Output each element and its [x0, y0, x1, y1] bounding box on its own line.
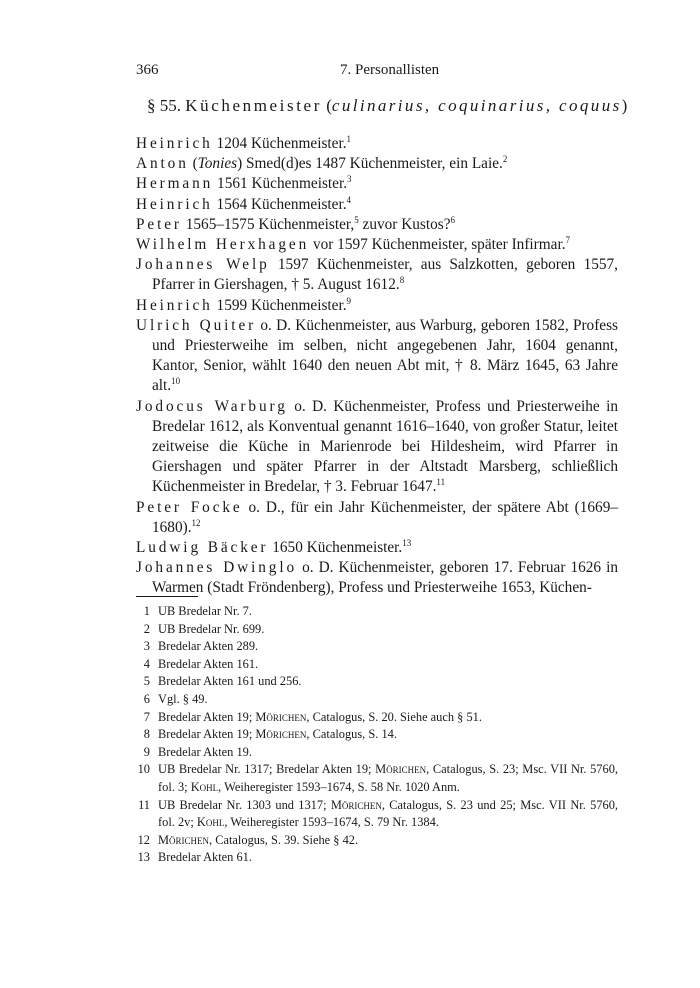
entry-text: 1597 Küchenmeister, aus Salzkotten, geboren 1557, Pfarrer in Giershagen, † 5. August 1612.	[152, 256, 618, 294]
footnote-source: , Catalogus, S. 20. Siehe auch § 51.	[306, 709, 482, 724]
footnote-source: , Catalogus, S. 23; Msc. VII Nr. 5760, fol. 3;	[158, 762, 618, 794]
entry-name: Peter Focke	[136, 498, 243, 516]
author-name: Mörichen	[158, 832, 210, 847]
footnote	[136, 726, 618, 744]
entry-name: Ulrich Quiter	[136, 316, 257, 334]
list-item	[136, 235, 618, 255]
entry-name: Johannes Dwinglo	[136, 559, 298, 577]
footnote-source: , Catalogus, S. 39. Siehe § 42.	[209, 832, 359, 847]
author-name: Mörichen	[375, 762, 427, 777]
footnote-ref[interactable]: 3	[347, 174, 352, 185]
footnote-number: 7	[143, 709, 150, 724]
entry-text: 1564 Küchenmeister.	[212, 195, 347, 213]
footnote-text	[158, 656, 618, 674]
page-number: 366	[136, 62, 159, 78]
entry-name: Hermann	[136, 175, 214, 193]
entry-text: o. D. Küchenmeister, aus Warburg, geboren 1582, Profess und Priesterweihe im selben, nicht angegebenen Jahr, 1604 genannt, Kantor, Senior, wählt 1640 den neuen Abt mit, † 8. März 1645, 63 Jahre alt.	[152, 316, 618, 395]
footnote-ref[interactable]: 7	[565, 234, 571, 245]
footnote-text	[158, 709, 618, 727]
footnote-ref[interactable]: 9	[346, 295, 352, 306]
footnote	[136, 638, 618, 656]
entry-text: 1565–1575 Küchenmeister,	[181, 215, 355, 233]
list-item	[136, 134, 618, 154]
footnote	[136, 603, 618, 621]
footnote-ref[interactable]: 11	[436, 477, 446, 488]
section-prefix: § 55.	[147, 96, 181, 115]
footnote-text	[158, 603, 618, 621]
footnote-number: 4	[143, 656, 150, 671]
footnote	[136, 673, 618, 691]
list-item	[136, 498, 618, 538]
list-item	[136, 195, 618, 215]
footnote-source: Bredelar Akten 161 und 256.	[158, 674, 302, 689]
footnote	[136, 832, 618, 850]
footnote-source: UB Bredelar Nr. 699.	[158, 621, 265, 636]
entry-text: o. D. Küchenmeister, Profess und Priesterweihe in Bredelar 1612, als Konventual genannt 1616–1640, von großer Statur, leitet zeitweise die Küche in Marienrode bei Hildesheim, wird Pfarrer in Giershagen und später Pfarrer in der Altstadt Marsberg, schließlich Küchenmeister in Bredelar, † 3. Februar 1647.	[152, 397, 618, 496]
footnote	[136, 744, 618, 762]
footnote-source: , Weiheregister 1593–1674, S. 79 Nr. 1384.	[224, 815, 439, 830]
list-item	[136, 174, 618, 194]
footnote	[136, 691, 618, 709]
entry-name: Ludwig Bäcker	[136, 539, 269, 557]
footnote-number: 11	[138, 797, 150, 812]
entry-list	[136, 134, 618, 599]
list-item	[136, 215, 618, 235]
entry-name: Heinrich	[136, 296, 213, 314]
footnote-number: 10	[137, 762, 150, 777]
section-title	[147, 96, 627, 116]
footnote-ref[interactable]: 5	[354, 214, 359, 225]
footnote-source: Bredelar Akten 289.	[158, 639, 259, 654]
entry-text: zuvor Kustos?	[358, 215, 451, 233]
section-title-word: Küchenmeister	[185, 96, 322, 115]
footnote-ref[interactable]: 12	[191, 517, 201, 528]
entry-text: 1599 Küchenmeister.	[212, 296, 347, 314]
author-name: Kohl	[196, 815, 225, 830]
footnote-number: 2	[143, 621, 150, 636]
entry-alias: Tonies	[197, 155, 238, 173]
footnote	[136, 709, 618, 727]
footnote-number: 5	[143, 674, 150, 689]
author-name: Mörichen	[255, 727, 307, 742]
entry-name: Peter	[136, 215, 182, 233]
footnote-source: Bredelar Akten 19.	[158, 744, 252, 759]
footnote-divider	[136, 596, 198, 597]
footnote-number: 9	[143, 744, 150, 759]
footnote-source: Bredelar Akten 161.	[158, 656, 259, 671]
running-title: 7. Personallisten	[340, 62, 440, 78]
section-close: )	[621, 96, 628, 115]
author-name: Kohl	[190, 779, 219, 794]
footnote-text	[158, 797, 618, 832]
footnote-text	[158, 849, 618, 867]
footnote-ref[interactable]: 4	[346, 194, 352, 205]
entry-name: Heinrich	[136, 195, 213, 213]
footnote-source: Bredelar Akten 19;	[158, 727, 256, 742]
author-name: Mörichen	[255, 709, 307, 724]
footnote-text	[158, 761, 618, 796]
entry-text: vor 1597 Küchenmeister, später Infirmar.	[309, 236, 566, 254]
footnote	[136, 849, 618, 867]
footnote-text	[158, 744, 618, 762]
footnote-text	[158, 621, 618, 639]
entry-name: Johannes Welp	[136, 256, 270, 274]
footnote-ref[interactable]: 2	[502, 154, 508, 165]
footnote-text	[158, 691, 618, 709]
footnote-text	[158, 638, 618, 656]
list-item: Anton (Tonies) Smed(d)es 1487 Küchenmeister, ein Laie.$^2$	[136, 154, 508, 173]
author-name: Mörichen	[330, 797, 382, 812]
entry-name: Wilhelm Herxhagen	[136, 236, 310, 254]
entry-name: Heinrich	[136, 135, 213, 152]
footnote-text	[158, 673, 618, 691]
footnote-source: UB Bredelar Nr. 1317; Bredelar Akten 19;	[158, 762, 376, 777]
footnote-list	[136, 603, 618, 867]
footnote-source: UB Bredelar Nr. 7.	[158, 604, 252, 618]
list-item	[136, 538, 618, 558]
list-item	[136, 296, 618, 316]
footnote-number: 8	[143, 727, 150, 742]
footnote-ref[interactable]: 10	[171, 376, 181, 387]
footnote-source: Bredelar Akten 19;	[158, 709, 256, 724]
footnote-ref[interactable]: 8	[399, 275, 405, 286]
footnote-source: , Catalogus, S. 14.	[306, 727, 397, 742]
list-item	[136, 558, 618, 598]
footnote-number: 12	[137, 832, 150, 847]
entry-text: 1650 Küchenmeister.	[268, 539, 403, 557]
entry-text: 1561 Küchenmeister.	[213, 175, 348, 193]
footnote-text	[158, 726, 618, 744]
entry-name: Anton	[136, 155, 189, 173]
footnote-number: 3	[143, 639, 150, 654]
footnote	[136, 656, 618, 674]
footnote-ref[interactable]: 6	[450, 214, 456, 225]
footnote-ref[interactable]: 1	[346, 133, 352, 144]
footnote-source: Vgl. § 49.	[158, 691, 208, 706]
section-latin: culinarius, coquinarius, coquus	[331, 96, 622, 115]
footnote-source: , Catalogus, S. 23 und 25; Msc. VII Nr. 5760, fol. 2v;	[158, 797, 618, 830]
entry-text: Smed(d)es 1487 Küchenmeister, ein Laie.	[242, 155, 503, 173]
footnote-number: 6	[143, 691, 150, 706]
footnote	[136, 761, 618, 796]
list-item	[136, 316, 618, 397]
footnote	[136, 797, 618, 832]
entry-text: o. D., für ein Jahr Küchenmeister, der spätere Abt (1669–1680).	[152, 498, 618, 536]
footnote	[136, 621, 618, 639]
footnote-number: 13	[137, 850, 150, 865]
footnote-ref[interactable]: 13	[402, 537, 412, 548]
footnote-source: Bredelar Akten 61.	[158, 850, 252, 865]
footnote-text	[158, 832, 618, 850]
footnote-number: 1	[143, 604, 150, 618]
entry-text: 1204 Küchenmeister.	[212, 135, 347, 152]
section-open: (	[321, 96, 332, 115]
entry-name: Jodocus Warburg	[136, 397, 288, 415]
footnote-source: , Weiheregister 1593–1674, S. 58 Nr. 1020 Anm.	[218, 779, 460, 794]
list-item	[136, 397, 618, 498]
entry-text: o. D. Küchenmeister, geboren 17. Februar 1626 in Warmen (Stadt Fröndenberg), Profess und Priesterweihe 1653, Küchen-	[152, 559, 618, 597]
footnote-source: UB Bredelar Nr. 1303 und 1317;	[158, 797, 331, 812]
list-item	[136, 255, 618, 295]
